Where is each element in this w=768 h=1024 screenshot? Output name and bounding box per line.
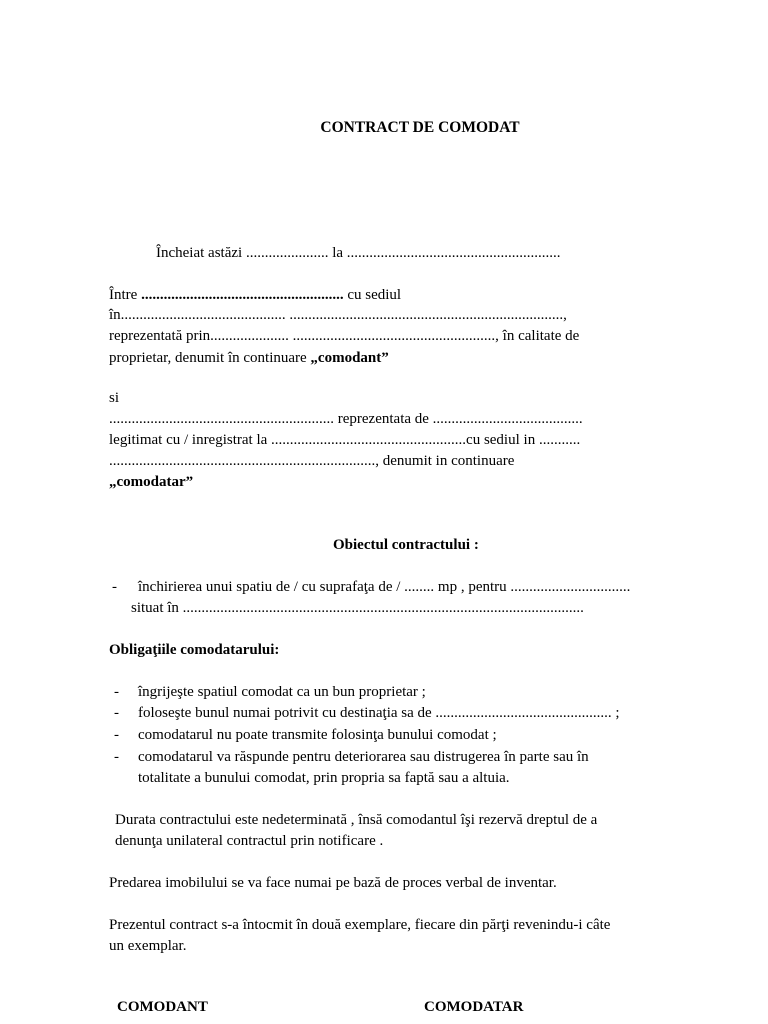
handover-paragraph: Predarea imobilului se va face numai pe bază de proces verbal de inventar.	[109, 875, 557, 891]
object-heading: Obiectul contractului :	[333, 537, 479, 553]
copies-line1: Prezentul contract s-a întocmit în două exemplare, fiecare din părţi revenindu-i câte	[109, 917, 611, 933]
bullet-dash: -	[114, 705, 119, 721]
signature-comodant: COMODANT	[117, 999, 208, 1015]
bullet-dash: -	[114, 684, 119, 700]
party2-role: „comodatar”	[109, 474, 194, 490]
party2-line2: ............................................................ reprezentata de ........................................	[109, 411, 583, 427]
party1-line1	[109, 284, 401, 306]
party2-line3: legitimat cu / inregistrat la ....................................................cu sediul in ...........	[109, 432, 581, 448]
duration-line1: Durata contractului este nedeterminată , însă comodantul îşi rezervă dreptul de a	[115, 812, 598, 828]
obligation-text: comodatarul va răspunde pentru deteriorarea sau distrugerea în parte sau în	[138, 749, 589, 765]
obligation-text: foloseşte bunul numai potrivit cu destinaţia sa de ............................................... ;	[138, 705, 620, 721]
party1-role: „comodant”	[310, 350, 389, 366]
duration-line2: denunţa unilateral contractul prin notificare .	[115, 833, 384, 849]
party1-line4	[109, 347, 389, 369]
obligations-heading: Obligaţiile comodatarului:	[109, 642, 280, 658]
party1-line2: în............................................ .........................................................................,	[109, 307, 567, 323]
object-dash: -	[112, 579, 117, 595]
bullet-dash: -	[114, 727, 119, 743]
bullet-dash: -	[114, 749, 119, 765]
party1-lead: Între	[109, 287, 138, 303]
obligation-text: comodatarul nu poate transmite folosinţa bunului comodat ;	[138, 727, 497, 743]
obligation-text: îngrijeşte spatiul comodat ca un bun proprietar ;	[138, 684, 426, 700]
party1-line4-text: proprietar, denumit în continuare	[109, 350, 311, 366]
party2-si: si	[109, 390, 120, 406]
intro-line: Încheiat astăzi ...................... la .........................................................	[156, 245, 561, 261]
object-line1: închirierea unui spatiu de / cu suprafaţa de / ........ mp , pentru ................................	[138, 579, 631, 595]
obligation-continuation: totalitate a bunului comodat, prin propria sa faptă sau a altuia.	[138, 770, 510, 786]
party1-line3: reprezentată prin..................... ......................................................, în calitate de	[109, 328, 580, 344]
party1-dots: ......................................................	[141, 287, 344, 303]
copies-line2: un exemplar.	[109, 938, 187, 954]
signature-comodatar: COMODATAR	[424, 999, 524, 1015]
party2-line4: ......................................................................., denumit in continuare	[109, 453, 515, 469]
party1-after-dots: cu sediul	[343, 287, 402, 303]
object-line2: situat în ...........................................................................................................	[131, 600, 584, 616]
document-title: CONTRACT DE COMODAT	[320, 119, 520, 136]
